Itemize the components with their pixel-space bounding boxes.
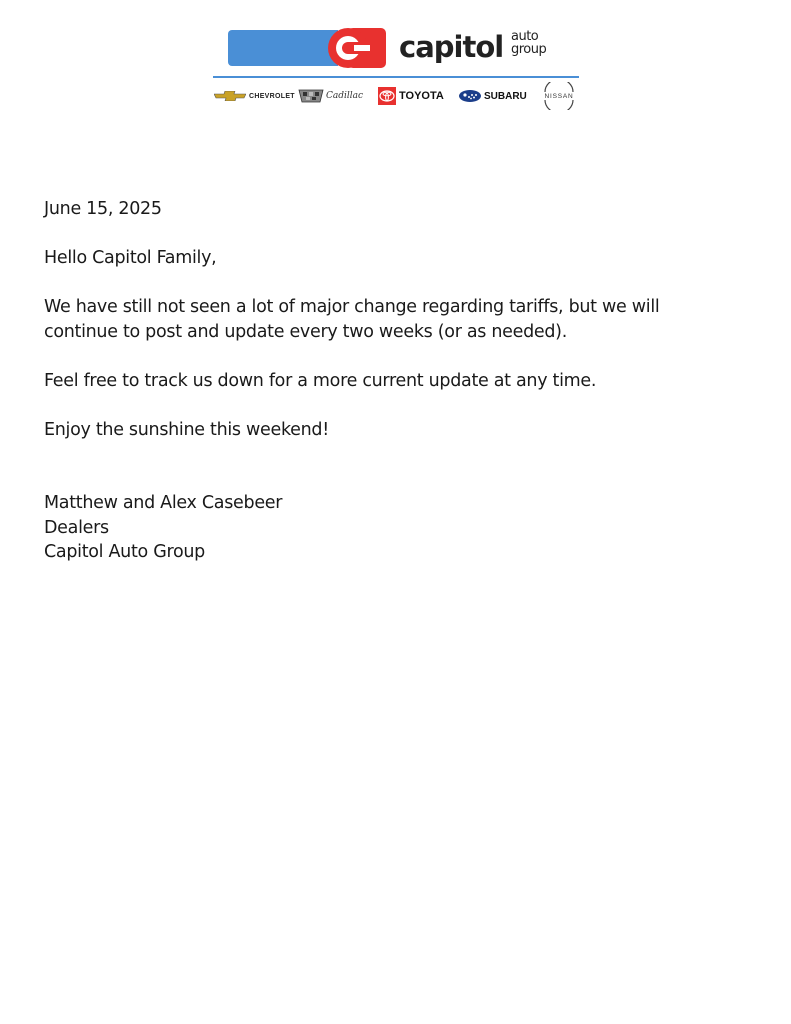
signature-title: Dealers bbox=[44, 517, 109, 538]
wordmark-auto: auto bbox=[511, 29, 539, 44]
capitol-logo bbox=[228, 28, 568, 68]
letter-paragraph-2: Feel free to track us down for a more current update at any time. bbox=[44, 370, 597, 391]
subaru-stars-icon bbox=[459, 90, 481, 102]
brand-toyota-label: TOYOTA bbox=[399, 90, 444, 102]
brand-toyota bbox=[378, 82, 444, 110]
brand-cadillac-label: Cadillac bbox=[326, 91, 364, 101]
wordmark-auto-group bbox=[511, 30, 546, 56]
letterhead-divider bbox=[213, 76, 579, 78]
letter-date: June 15, 2025 bbox=[44, 199, 162, 219]
brand-nissan bbox=[540, 82, 578, 110]
letter-paragraph-1-line-2: continue to post and update every two weeks (or as needed). bbox=[44, 321, 567, 342]
letterhead bbox=[0, 0, 791, 120]
letter-paragraph-1-line-1: We have still not seen a lot of major change regarding tariffs, but we will bbox=[44, 297, 660, 317]
toyota-emblem-icon bbox=[378, 87, 396, 105]
brand-chevrolet bbox=[214, 82, 295, 110]
brand-subaru bbox=[459, 82, 527, 110]
logo-blue-bar bbox=[228, 30, 338, 66]
brand-cadillac bbox=[298, 82, 363, 110]
brand-nissan-label: NISSAN bbox=[544, 92, 574, 100]
brand-chevrolet-label: CHEVROLET bbox=[249, 92, 295, 100]
chevrolet-bowtie-icon bbox=[214, 91, 246, 101]
brand-subaru-label: SUBARU bbox=[484, 90, 527, 102]
cadillac-crest-icon bbox=[298, 89, 324, 103]
signature-name: Matthew and Alex Casebeer bbox=[44, 493, 283, 513]
brand-logos bbox=[214, 82, 580, 112]
wordmark-group: group bbox=[511, 42, 547, 57]
wordmark-capitol: capitol bbox=[399, 30, 504, 64]
letter-paragraph-3: Enjoy the sunshine this weekend! bbox=[44, 419, 329, 440]
letter-body bbox=[44, 197, 704, 565]
signature-company: Capitol Auto Group bbox=[44, 542, 205, 562]
letter-greeting: Hello Capitol Family, bbox=[44, 248, 217, 268]
capitol-c-logo-icon bbox=[324, 28, 388, 68]
